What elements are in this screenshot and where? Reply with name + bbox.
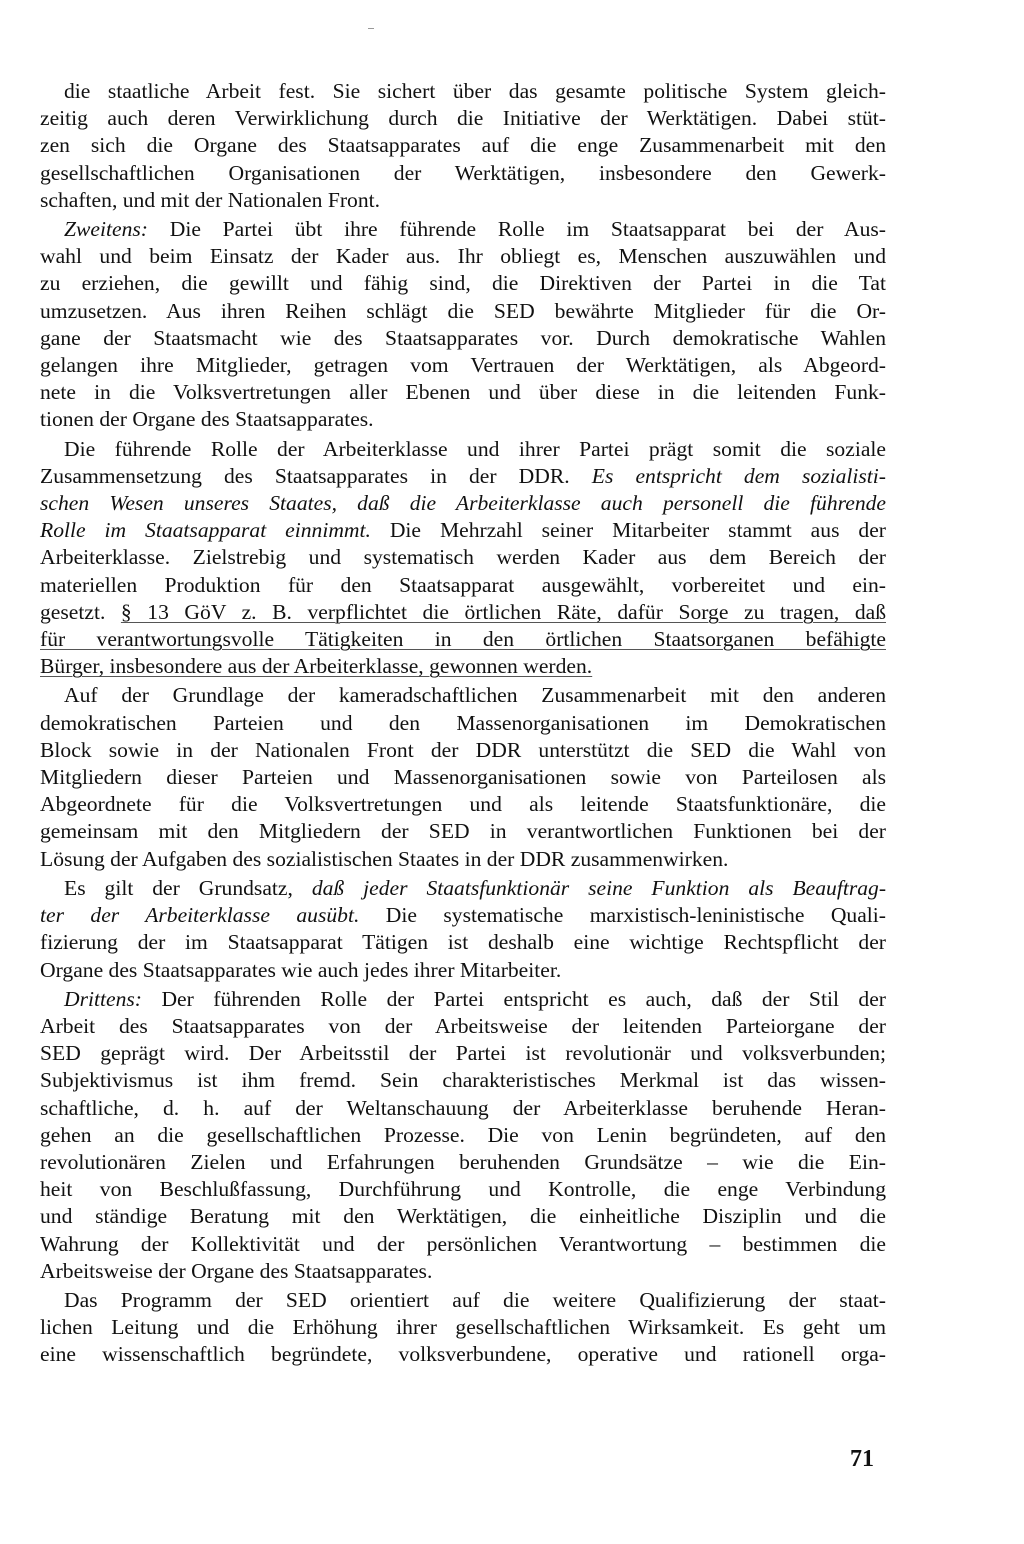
- text-segment: zeitig auch deren Verwirklichung durch die Initiative der Werktätigen. Dabei stüt-: [40, 106, 886, 131]
- text-line: [40, 216, 886, 243]
- text-segment: Lösung der Aufgaben des sozialistischen Staates in der DDR zusammenwirken.: [40, 846, 729, 871]
- text-segment: und ständige Beratung mit den Werktätigen, die einheitliche Disziplin und die: [40, 1204, 886, 1229]
- text-line: [40, 1067, 886, 1094]
- text-line: [40, 1287, 886, 1314]
- text-segment: Es gilt der Grundsatz,: [64, 875, 312, 900]
- text-segment: SED geprägt wird. Der Arbeitsstil der Partei ist revolutionär und volksverbunden;: [40, 1041, 886, 1066]
- text-line: [40, 1122, 886, 1149]
- text-line: [40, 1040, 886, 1067]
- text-line: [40, 352, 886, 379]
- text-line: [40, 160, 886, 187]
- text-line: [40, 187, 886, 214]
- text-segment: zu erziehen, die gewillt und fähig sind, die Direktiven der Partei in die Tat: [40, 271, 886, 296]
- text-line: [40, 243, 886, 270]
- text-line: [40, 406, 886, 433]
- text-line: [40, 544, 886, 571]
- text-line: [40, 572, 886, 599]
- text-segment: eine wissenschaftlich begründete, volksverbundene, operative und rationell orga-: [40, 1342, 886, 1367]
- text-segment: schaften, und mit der Nationalen Front.: [40, 187, 381, 212]
- underlined-text: für verantwortungsvolle Tätigkeiten in den örtlichen Staatsorganen befähigte: [40, 627, 886, 652]
- emphasis-text: schen Wesen unseres Staates, daß die Arbeiterklasse auch personell die führende: [40, 491, 886, 516]
- text-segment: Auf der Grundlage der kameradschaftlichen Zusammenarbeit mit den anderen: [64, 683, 886, 708]
- text-segment: gesetzt.: [40, 599, 121, 624]
- text-segment: lichen Leitung und die Erhöhung ihrer gesellschaftlichen Wirksamkeit. Es geht um: [40, 1315, 886, 1340]
- emphasis-text: Zweitens:: [64, 217, 148, 242]
- text-line: [40, 1149, 886, 1176]
- text-line: [40, 737, 886, 764]
- text-line: [40, 957, 886, 984]
- text-segment: gehen an die gesellschaftlichen Prozesse. Die von Lenin begründeten, auf den: [40, 1122, 886, 1147]
- text-segment: Die führende Rolle der Arbeiterklasse und ihrer Partei prägt somit die soziale: [64, 436, 886, 461]
- text-segment: Das Programm der SED orientiert auf die weitere Qualifizierung der staat-: [64, 1287, 886, 1312]
- text-line: [40, 791, 886, 818]
- text-segment: Arbeiterklasse. Zielstrebig und systematisch werden Kader aus dem Bereich der: [40, 545, 886, 570]
- text-line: [40, 682, 886, 709]
- text-line: [40, 1203, 886, 1230]
- text-segment: Mitgliedern dieser Parteien und Massenorganisationen sowie von Parteilosen als: [40, 765, 886, 790]
- paragraph: [40, 78, 886, 214]
- text-line: [40, 1176, 886, 1203]
- emphasis-text: Drittens:: [64, 986, 142, 1011]
- text-segment: die staatliche Arbeit fest. Sie sichert über das gesamte politische System gleich-: [64, 79, 886, 103]
- text-line: [40, 1095, 886, 1122]
- text-line: [40, 132, 886, 159]
- text-line: [40, 710, 886, 737]
- paragraph: [40, 682, 886, 872]
- text-segment: Block sowie in der Nationalen Front der DDR unterstützt die SED die Wahl von: [40, 737, 886, 762]
- text-line: [40, 764, 886, 791]
- text-segment: Arbeit des Staatsapparates von der Arbeitsweise der leitenden Parteiorgane der: [40, 1013, 886, 1038]
- text-line: [40, 1314, 886, 1341]
- text-segment: Abgeordnete für die Volksvertretungen und als leitende Staatsfunktionäre, die: [40, 792, 886, 817]
- emphasis-text: Rolle im Staatsapparat einnimmt.: [40, 518, 371, 543]
- text-segment: gane der Staatsmacht wie des Staatsapparates vor. Durch demokratische Wahlen: [40, 325, 886, 350]
- text-line: [40, 1231, 886, 1258]
- text-segment: Subjektivismus ist ihm fremd. Sein charakteristisches Merkmal ist das wissen-: [40, 1068, 886, 1093]
- page-number: 71: [850, 1446, 874, 1472]
- text-line: [40, 986, 886, 1013]
- text-segment: heit von Beschlußfassung, Durchführung und Kontrolle, die enge Verbindung: [40, 1177, 886, 1202]
- text-segment: Organe des Staatsapparates wie auch jedes ihrer Mitarbeiter.: [40, 957, 562, 982]
- text-segment: materiellen Produktion für den Staatsapparat ausgewählt, vorbereitet und ein-: [40, 572, 886, 597]
- text-line: [40, 270, 886, 297]
- text-line: [40, 599, 886, 626]
- paragraph: [40, 875, 886, 984]
- text-segment: Zusammensetzung des Staatsapparates in der DDR.: [40, 463, 592, 488]
- text-line: [40, 1341, 886, 1368]
- text-segment: Arbeitsweise der Organe des Staatsapparates.: [40, 1258, 433, 1283]
- text-line: [40, 818, 886, 845]
- text-segment: Die Partei übt ihre führende Rolle im Staatsapparat bei der Aus-: [147, 217, 886, 242]
- text-segment: demokratischen Parteien und den Massenorganisationen im Demokratischen: [40, 710, 886, 735]
- text-line: [40, 517, 886, 544]
- text-line: [40, 902, 886, 929]
- text-segment: Wahrung der Kollektivität und der persönlichen Verantwortung – bestimmen die: [40, 1231, 886, 1256]
- text-line: [40, 490, 886, 517]
- text-segment: umzusetzen. Aus ihren Reihen schlägt die SED bewährte Mitglieder für die Or-: [40, 298, 886, 323]
- text-segment: wahl und beim Einsatz der Kader aus. Ihr obliegt es, Menschen auszuwählen und: [40, 244, 886, 269]
- scan-mark: [368, 28, 374, 33]
- text-segment: gemeinsam mit den Mitgliedern der SED in verantwortlichen Funktionen bei der: [40, 819, 886, 844]
- text-line: [40, 1013, 886, 1040]
- underlined-text: Bürger, insbesondere aus der Arbeiterklasse, gewonnen werden.: [40, 654, 593, 679]
- text-segment: nete in die Volksvertretungen aller Ebenen und über diese in die leitenden Funk-: [40, 380, 886, 405]
- text-segment: gelangen ihre Mitglieder, getragen vom Vertrauen der Werktätigen, als Abgeord-: [40, 353, 886, 378]
- text-line: [40, 929, 886, 956]
- text-segment: Die Mehrzahl seiner Mitarbeiter stammt aus der: [370, 518, 886, 543]
- text-line: [40, 105, 886, 132]
- text-line: [40, 653, 886, 680]
- text-segment: Der führenden Rolle der Partei entspricht es auch, daß der Stil der: [141, 986, 886, 1011]
- text-segment: gesellschaftlichen Organisationen der Werktätigen, insbesondere den Gewerk-: [40, 160, 886, 185]
- text-line: [40, 626, 886, 653]
- text-segment: schaftliche, d. h. auf der Weltanschauung der Arbeiterklasse beruhende Heran-: [40, 1095, 886, 1120]
- text-line: [40, 78, 886, 105]
- text-segment: tionen der Organe des Staatsapparates.: [40, 407, 374, 432]
- paragraph: [40, 1287, 886, 1369]
- paragraph: [40, 986, 886, 1285]
- text-line: [40, 325, 886, 352]
- text-segment: revolutionären Zielen und Erfahrungen beruhenden Grundsätze – wie die Ein-: [40, 1149, 886, 1174]
- text-line: [40, 463, 886, 490]
- text-line: [40, 379, 886, 406]
- emphasis-text: Es entspricht dem sozialisti-: [591, 463, 886, 488]
- text-segment: fizierung der im Staatsapparat Tätigen ist deshalb eine wichtige Rechtspflicht der: [40, 930, 886, 955]
- text-line: [40, 875, 886, 902]
- text-line: [40, 436, 886, 463]
- body-text: [40, 78, 886, 1369]
- paragraph: [40, 216, 886, 434]
- emphasis-text: ter der Arbeiterklasse ausübt.: [40, 903, 360, 928]
- paragraph: [40, 436, 886, 681]
- text-segment: Die systematische marxistisch-leninistische Quali-: [359, 903, 886, 928]
- text-line: [40, 1258, 886, 1285]
- text-line: [40, 298, 886, 325]
- text-line: [40, 846, 886, 873]
- text-segment: zen sich die Organe des Staatsapparates auf die enge Zusammenarbeit mit den: [40, 133, 886, 158]
- underlined-text: § 13 GöV z. B. verpflichtet die örtlichen Räte, dafür Sorge zu tragen, daß: [120, 599, 887, 624]
- emphasis-text: daß jeder Staatsfunktionär seine Funktion als Beauftrag-: [311, 875, 887, 900]
